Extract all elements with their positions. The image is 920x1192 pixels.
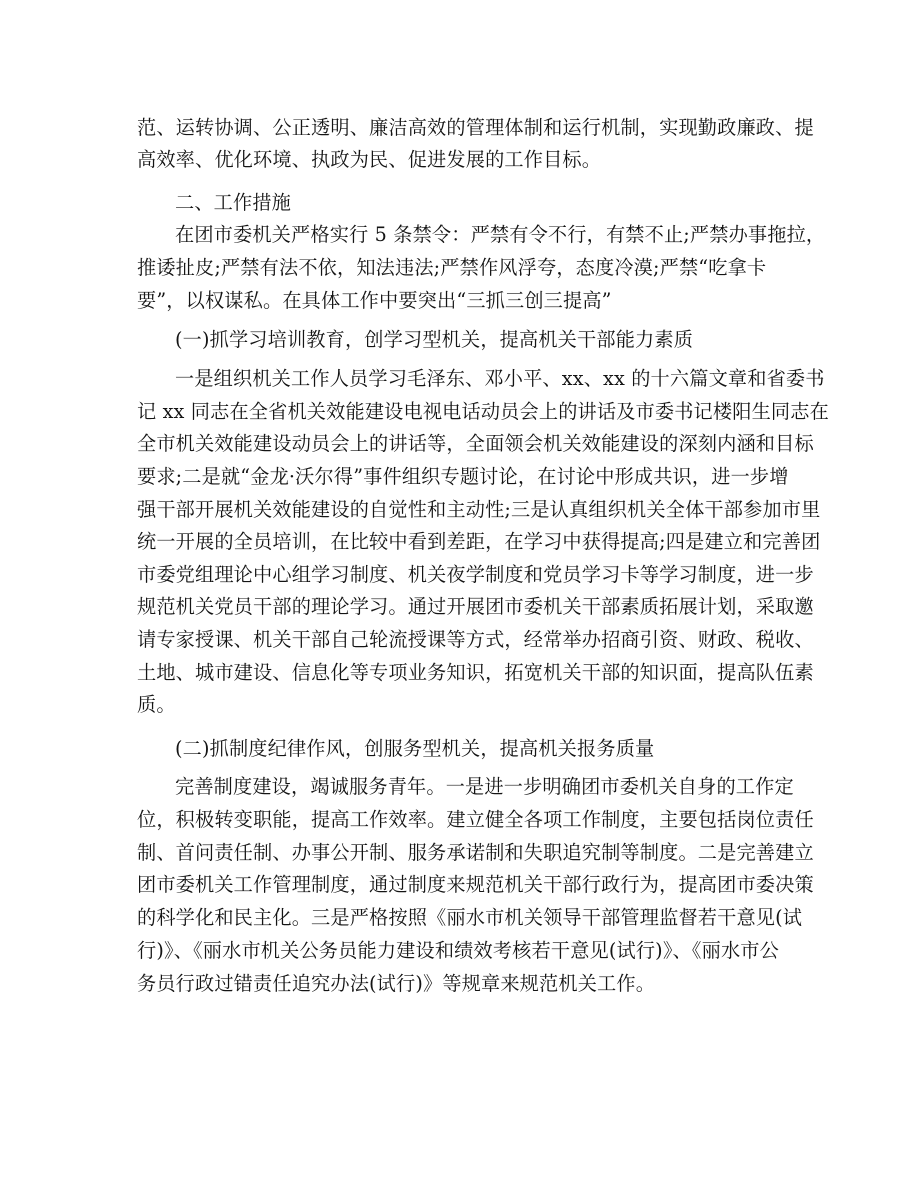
body-line: 位，积极转变职能，提高工作效率。建立健全各项工作制度，主要包括岗位责任 <box>137 808 814 831</box>
body-line: 务员行政过错责任追究办法(试行)》等规章来规范机关工作。 <box>137 972 656 995</box>
body-line: 行)》、《丽水市机关公务员能力建设和绩效考核若干意见(试行)》、《丽水市公 <box>137 939 779 962</box>
paragraph-first-line: 在团市委机关严格实行 5 条禁令：严禁有令不行，有禁不止;严禁办事拖拉， <box>175 223 826 246</box>
paragraph-first-line: 完善制度建设，竭诚服务青年。一是进一步明确团市委机关自身的工作定 <box>175 775 794 798</box>
body-line: 质。 <box>137 693 176 716</box>
body-line: 要求;二是就“金龙·沃尔得”事件组织专题讨论，在讨论中形成共识，进一步增 <box>137 465 789 488</box>
body-line: 范、运转协调、公正透明、廉洁高效的管理体制和运行机制，实现勤政廉政、提 <box>137 116 814 139</box>
body-line: 记 xx 同志在全省机关效能建设电视电话动员会上的讲话及市委书记楼阳生同志在 <box>137 400 829 423</box>
body-line: 市委党组理论中心组学习制度、机关夜学制度和党员学习卡等学习制度，进一步 <box>137 563 814 586</box>
subsection-heading: (二)抓制度纪律作风，创服务型机关，提高机关报务质量 <box>175 737 655 760</box>
body-line: 强干部开展机关效能建设的自觉性和主动性;三是认真组织机关全体干部参加市里 <box>137 498 821 521</box>
body-line: 规范机关党员干部的理论学习。通过开展团市委机关干部素质拓展计划，采取邀 <box>137 595 814 618</box>
subsection-heading: (一)抓学习培训教育，创学习型机关，提高机关干部能力素质 <box>175 328 694 351</box>
body-line: 制、首问责任制、办事公开制、服务承诺制和失职追究制等制度。二是完善建立 <box>137 841 814 864</box>
paragraph-first-line: 一是组织机关工作人员学习毛泽东、邓小平、xx、xx 的十六篇文章和省委书 <box>175 367 825 390</box>
body-line: 土地、城市建设、信息化等专项业务知识，拓宽机关干部的知识面，提高队伍素 <box>137 661 814 684</box>
body-line: 要”，以权谋私。在具体工作中要突出“三抓三创三提高” <box>137 289 612 312</box>
section-heading: 二、工作措施 <box>175 191 292 214</box>
body-line: 统一开展的全员培训，在比较中看到差距，在学习中获得提高;四是建立和完善团 <box>137 530 821 553</box>
body-line: 的科学化和民主化。三是严格按照《丽水市机关领导干部管理监督若干意见(试 <box>137 906 803 929</box>
body-line: 请专家授课、机关干部自己轮流授课等方式，经常举办招商引资、财政、税收、 <box>137 628 814 651</box>
body-line: 推诿扯皮;严禁有法不依，知法违法;严禁作风浮夸，态度冷漠;严禁“吃拿卡 <box>137 256 767 279</box>
body-line: 团市委机关工作管理制度，通过制度来规范机关干部行政行为，提高团市委决策 <box>137 873 814 896</box>
body-line: 全市机关效能建设动员会上的讲话等，全面领会机关效能建设的深刻内涵和目标 <box>137 432 814 455</box>
body-line: 高效率、优化环境、执政为民、促进发展的工作目标。 <box>137 148 602 171</box>
